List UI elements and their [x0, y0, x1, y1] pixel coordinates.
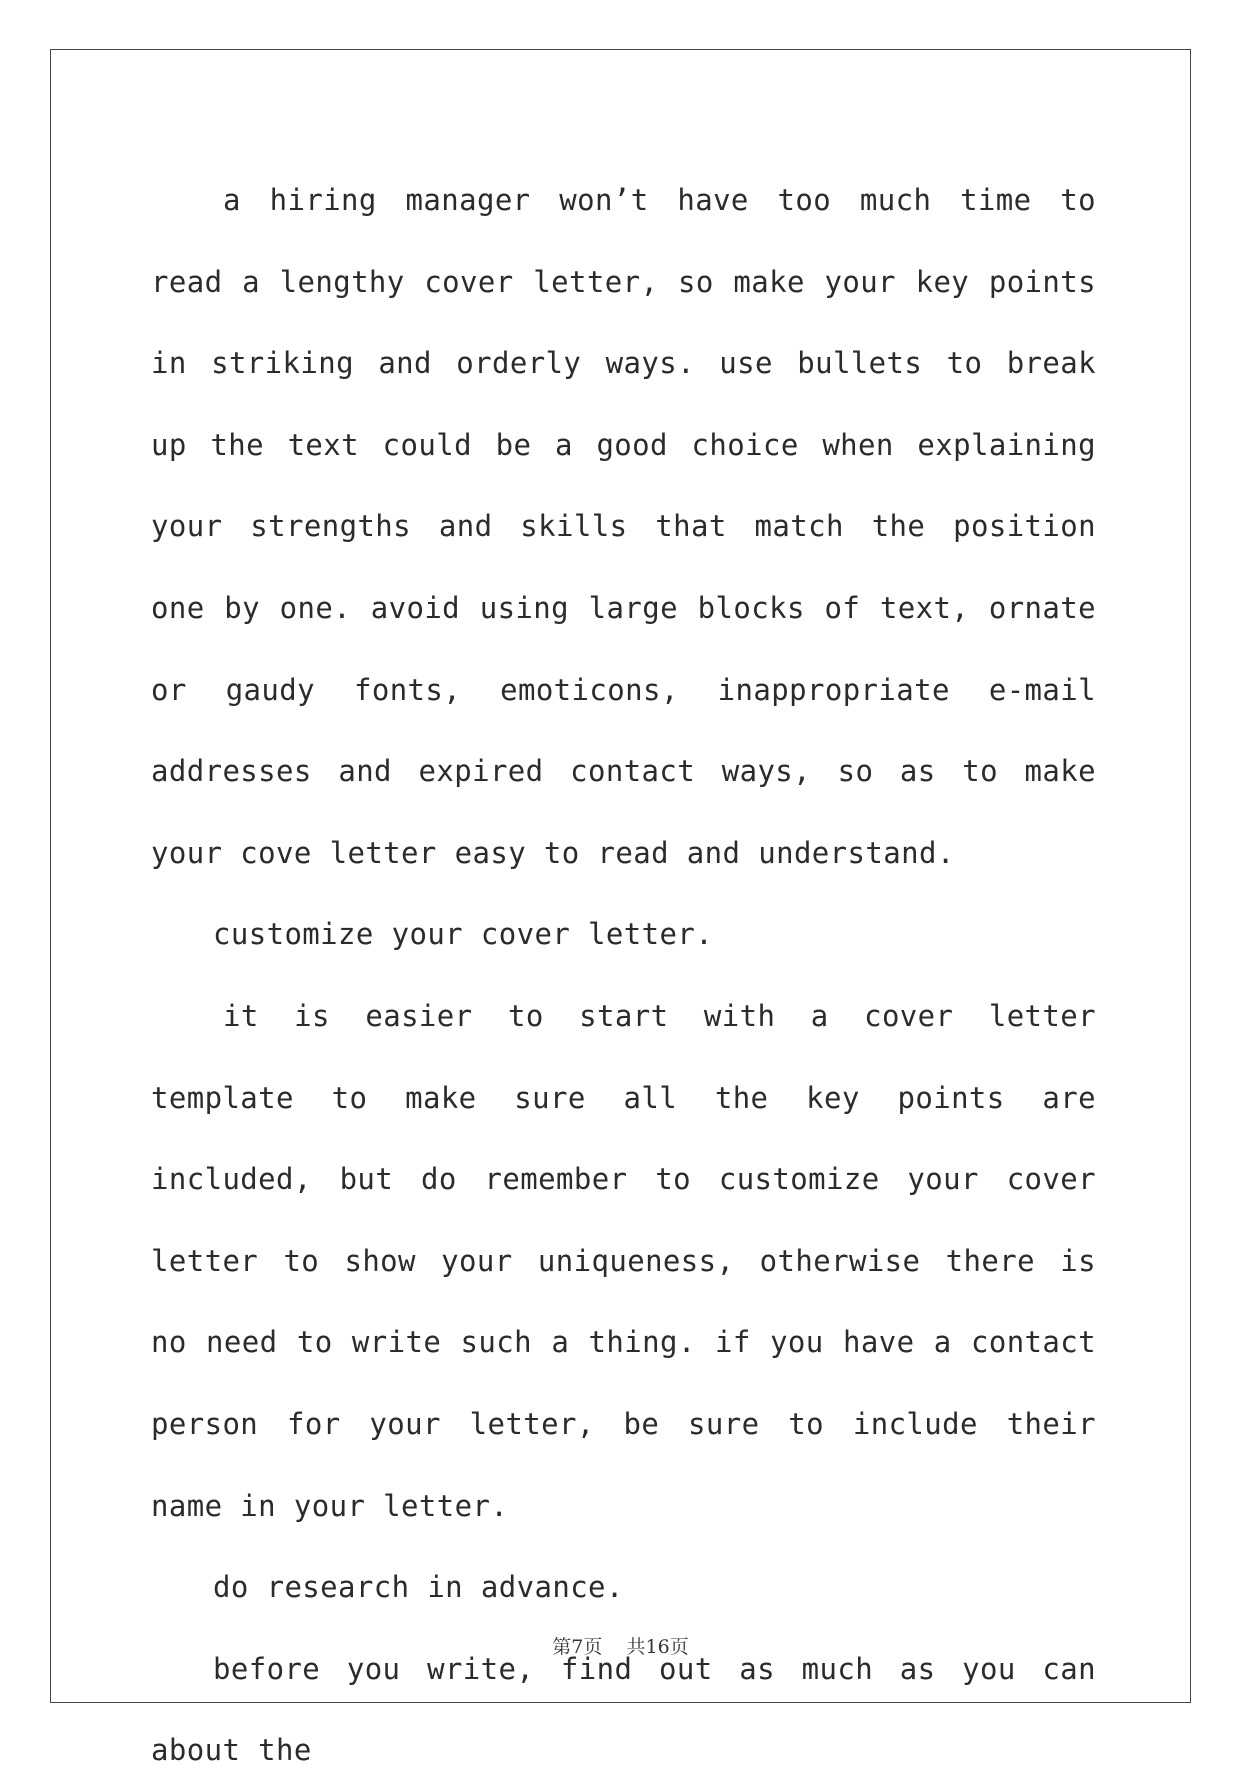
page-total: 共16页 [626, 1636, 689, 1658]
page-number: 第7页 [552, 1636, 603, 1658]
document-body [151, 160, 1096, 1792]
heading-research: do research in advance. [213, 1570, 624, 1605]
heading-customize: customize your cover letter. [213, 917, 714, 952]
page-footer [0, 1632, 1241, 1659]
paragraph-research: before you write, find out as much as you can about the [151, 1651, 1096, 1768]
paragraph-customize: it is easier to start with a cover letter template to make sure all the key points are included, but do remember to customize your cover letter to show your uniqueness, otherwise there is no need to write such a thing. if you have a contact person for your letter, be sure to include their name in your letter. [151, 998, 1096, 1523]
paragraph-readability: a hiring manager won’t have too much time to read a lengthy cover letter, so make your key points in striking and orderly ways. use bullets to break up the text could be a good choice when explaining your strengths and skills that match the position one by one. avoid using large blocks of text, ornate or gaudy fonts, emoticons, inappropriate e-mail addresses and expired contact ways, so as to make your cove letter easy to read and understand. [151, 183, 1096, 870]
